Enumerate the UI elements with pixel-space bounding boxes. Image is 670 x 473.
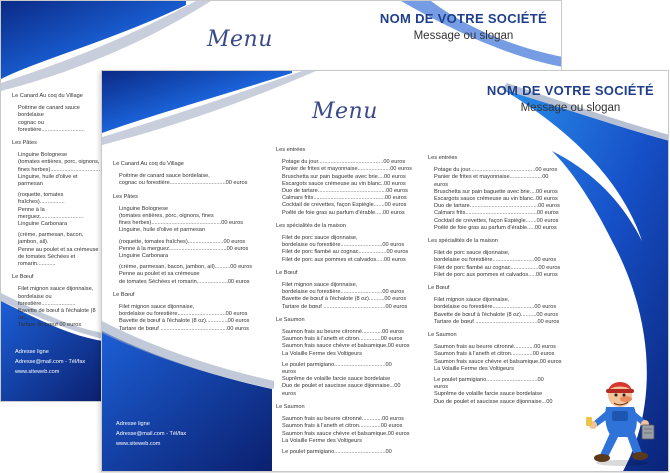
- menu-item-line: bordelaise ou forestière...........................00 euros: [282, 289, 405, 296]
- back-footer-website: www.siteweb.com: [15, 369, 60, 375]
- menu-item-line: Cocktail de crevettes, façon Espiègle.......00 euros: [282, 202, 407, 209]
- menu-section-heading: Le Saumon: [276, 316, 305, 323]
- menu-item-line: Tartare de bœuf 00 euros: [18, 322, 82, 329]
- menu-item-line: euros: [434, 384, 448, 391]
- front-company-block: [487, 83, 654, 114]
- menu-item-line: Bavette de bœuf à l'échalote (8 oz)..........00 euros: [434, 311, 559, 318]
- menu-section-heading: Les entrées: [428, 155, 458, 161]
- menu-item-line: Potage du jour..........................................00 euros: [434, 167, 558, 174]
- menu-item-line: Filet mignon sauce dijonnaise,: [282, 282, 358, 289]
- menu-item-line: (roquette, tomates fraîches).......................00 euros: [119, 238, 246, 245]
- back-menu-column-1: [12, 93, 102, 330]
- menu-item-line: Filet mignon sauce dijonnaise,: [434, 297, 510, 304]
- menu-item-line: La Volaille Ferme des Voltigeurs: [282, 437, 362, 444]
- menu-section-heading: Le Canard Au coq du Village: [113, 161, 184, 167]
- menu-item-line: Poêlé de foie gras au parfum d'érable.....00 euros: [282, 209, 405, 216]
- menu-item-line: (tomates entières, porc, oignons,: [18, 159, 100, 166]
- menu-item-line: Panier de frites et mayonnaise.....................00 euros: [434, 174, 549, 188]
- mascot-worker-illustration: [582, 367, 660, 467]
- menu-item-line: Linguine, huile d'olive et parmesan: [18, 173, 78, 188]
- menu-item-line: (tomates entières, porc, oignons, fines: [119, 213, 214, 220]
- menu-item-line: Tartare de bœuf ...........................................00 euros: [119, 325, 249, 332]
- menu-item-line: bordelaise ou forestière...........................00 euros: [434, 304, 557, 311]
- menu-item-line: euros: [282, 390, 296, 397]
- menu-item-line: Linguine Carbonara: [119, 253, 169, 260]
- menu-item-line: Penne à la merguez.....................................00 euros: [119, 245, 249, 252]
- menu-item-line: Saumon frais à l'aneth et citron..............00 euros: [434, 351, 555, 358]
- menu-item-line: Penne à la merguez............................: [18, 206, 84, 220]
- menu-item-line: Le poulet parmigiano.................................00: [434, 377, 544, 384]
- menu-section-heading: Les Pâtes: [113, 193, 138, 200]
- menu-item-line: Saumon frais à l'aneth et citron..............00 euros: [282, 336, 403, 343]
- menu-item-line: Cocktail de crevettes, façon Espiègle.......00 euros: [434, 217, 559, 224]
- back-company-name: NOM DE VOTRE SOCIÉTÉ: [379, 11, 547, 26]
- menu-item-line: Filet mignon sauce dijonnaise,: [119, 304, 195, 311]
- menu-item-line: Saumon frais au beurre citronné.............00 euros: [282, 329, 404, 336]
- menu-item-line: Linguine, huile d'olive et parmesan: [119, 227, 205, 234]
- menu-item-line: (crème, parmesan, bacon, jambon, ail)..........00 euros: [119, 264, 253, 271]
- front-menu-sheet: [101, 70, 669, 472]
- front-menu-column-3: [428, 155, 563, 406]
- back-menu-title: Menu: [207, 27, 273, 52]
- front-slogan: Message ou slogan: [520, 102, 621, 114]
- front-footer-contact: [116, 419, 186, 449]
- front-footer-email: Adresse@mail.com - Tél/fax: [116, 431, 187, 437]
- front-menu-column-1: [113, 161, 263, 333]
- menu-item-line: Linguine Carbonara: [18, 221, 68, 228]
- menu-item-line: La Volaille Ferme des Voltigeurs: [282, 350, 362, 357]
- menu-item-line: bordelaise ou forestière...............................00 euros: [119, 311, 248, 318]
- menu-item-line: Bruschetta sur pain baguette avec brie....00 euros: [282, 173, 406, 180]
- menu-item-line: de tomates Séchées et romarin....................00 euros: [119, 278, 250, 285]
- menu-section-heading: Les spécialités de la maison: [276, 222, 346, 229]
- front-footer-website: www.siteweb.com: [116, 441, 161, 447]
- menu-item-line: bordelaise ou forestière......................: [18, 293, 76, 307]
- menu-item-line: cognac ou forestière............................: [18, 119, 85, 133]
- menu-section-heading: Les Pâtes: [12, 140, 37, 147]
- front-menu-title: Menu: [312, 99, 378, 124]
- front-footer-address: Adresse ligne: [116, 421, 150, 427]
- menu-item-line: Penne au poulet et sa crémeuse: [18, 246, 99, 253]
- menu-item-line: Filet de porc flambé au cognac..................00 euros: [282, 249, 409, 256]
- menu-item-line: Saumon frais à l'aneth et citron..............00 euros: [282, 423, 403, 430]
- menu-item-line: Filet de porc flambé au cognac..................00 euros: [434, 264, 561, 271]
- menu-section-heading: Le Bœuf: [12, 274, 34, 281]
- back-slogan: Message ou slogan: [413, 30, 514, 42]
- menu-item-line: Bavette de bœuf à l'échalote (8 oz)......: [18, 308, 96, 322]
- menu-item-line: Linguine Bolognese: [119, 205, 169, 212]
- menu-item-line: Escargots sauce crémeuse au vin blanc..00 euros: [434, 196, 558, 203]
- menu-item-line: Filet de porc aux pommes et calvados.....00 euros: [434, 271, 558, 278]
- menu-item-line: Filet mignon sauce dijonnaise,: [18, 286, 94, 293]
- menu-item-line: Panier de frites et mayonnaise.....................00 euros: [282, 166, 412, 173]
- back-company-block: [380, 11, 547, 42]
- menu-item-line: Escargots sauce crémeuse au vin blanc..00 euros: [282, 180, 406, 187]
- menu-item-line: Linguine Bolognese: [18, 152, 68, 159]
- menu-item-line: fines herbes).............................................00 euros: [119, 220, 244, 227]
- menu-item-line: Poitrine de canard sauce bordelaise,: [119, 173, 210, 180]
- menu-item-line: Potage du jour..........................................00 euros: [282, 159, 406, 166]
- menu-item-line: Penne au poulet et sa crémeuse: [119, 271, 200, 278]
- menu-item-line: (roquette, tomates fraîches)................: [18, 192, 65, 206]
- menu-item-line: bordelaise ou forestière...........................00 euros: [434, 257, 557, 264]
- menu-item-line: Saumon frais au beurre citronné.............00 euros: [434, 344, 556, 351]
- back-footer-email: Adresse@mail.com - Tél/fax: [15, 359, 86, 365]
- menu-item-line: Filet de porc sauce dijonnaise,: [434, 250, 510, 257]
- menu-item-line: Duo de poulet et saucisse sauce dijonnaise...00: [434, 398, 553, 405]
- menu-section-heading: Les spécialités de la maison: [428, 238, 498, 245]
- menu-item-line: Bruschetta sur pain baguette avec brie....00 euros: [434, 188, 558, 195]
- menu-section-heading: Le Bœuf: [276, 269, 298, 276]
- menu-item-line: Le poulet parmigiano.................................00: [282, 448, 392, 455]
- menu-item-line: Saumon frais sauce chèvre et balsamique.00 euros: [282, 343, 410, 350]
- menu-section-heading: Le Canard Au coq du Village: [12, 93, 83, 99]
- menu-item-line: Duo de tartare............................................00 euros: [434, 203, 560, 210]
- menu-item-line: Filet de porc aux pommes et calvados.....00 euros: [282, 256, 406, 263]
- menu-item-line: Duo de tartare............................................00 euros: [282, 188, 408, 195]
- menu-item-line: Suprême de volaille farcie sauce bordelaise: [434, 391, 543, 398]
- back-footer-address: Adresse ligne: [15, 349, 49, 355]
- menu-section-heading: Le Saumon: [428, 332, 457, 339]
- menu-item-line: Calmars frits..............................................00 euros: [434, 210, 559, 217]
- menu-item-line: Saumon frais sauce chèvre et balsamique.00 euros: [434, 358, 562, 365]
- menu-item-line: Bavette de bœuf à l'échalote (8 oz)..........00 euros: [282, 296, 407, 303]
- menu-item-line: La Volaille Ferme des Voltigeurs: [434, 365, 514, 372]
- back-footer-contact: [15, 347, 85, 377]
- menu-item-line: (crème, parmesan, bacon, jambon, ail).: [18, 232, 84, 246]
- menu-item-line: Filet de porc sauce dijonnaise,: [282, 235, 358, 242]
- menu-item-line: bordelaise ou forestière...........................00 euros: [282, 242, 405, 249]
- menu-item-line: euros: [282, 369, 296, 376]
- menu-item-line: Tartare de bœuf ........................................00 euros: [434, 318, 560, 325]
- menu-item-line: Le poulet parmigiano.................................00: [282, 361, 392, 368]
- menu-item-line: Poitrine de canard sauce bordelaise: [18, 105, 80, 119]
- menu-item-line: de tomates Séchées et romarin............: [18, 253, 76, 268]
- menu-section-heading: Le Bœuf: [428, 285, 450, 292]
- menu-item-line: cognac ou forestière....................................00 euros: [119, 180, 248, 187]
- menu-item-line: fines herbes)................................: [18, 166, 101, 173]
- menu-item-line: Calmars frits..............................................00 euros: [282, 195, 407, 202]
- menu-item-line: Saumon frais sauce chèvre et balsamique.00 euros: [282, 430, 410, 437]
- menu-item-line: Bavette de bœuf à l'échalote (8 oz)..............00 euros: [119, 318, 250, 325]
- front-company-name: NOM DE VOTRE SOCIÉTÉ: [486, 83, 654, 98]
- front-menu-column-2: [276, 147, 416, 456]
- menu-section-heading: Les entrées: [276, 147, 306, 153]
- menu-section-heading: Le Saumon: [276, 403, 305, 410]
- menu-item-line: Suprême de volaille farcie sauce bordelaise: [282, 376, 391, 383]
- menu-item-line: Tartare de bœuf ........................................00 euros: [282, 303, 408, 310]
- menu-section-heading: Le Bœuf: [113, 291, 135, 298]
- menu-item-line: Duo de poulet et saucisse sauce dijonnaise...00: [282, 383, 401, 390]
- menu-item-line: Poêlé de foie gras au parfum d'érable.....00 euros: [434, 224, 557, 231]
- menu-item-line: Saumon frais au beurre citronné.............00 euros: [282, 416, 404, 423]
